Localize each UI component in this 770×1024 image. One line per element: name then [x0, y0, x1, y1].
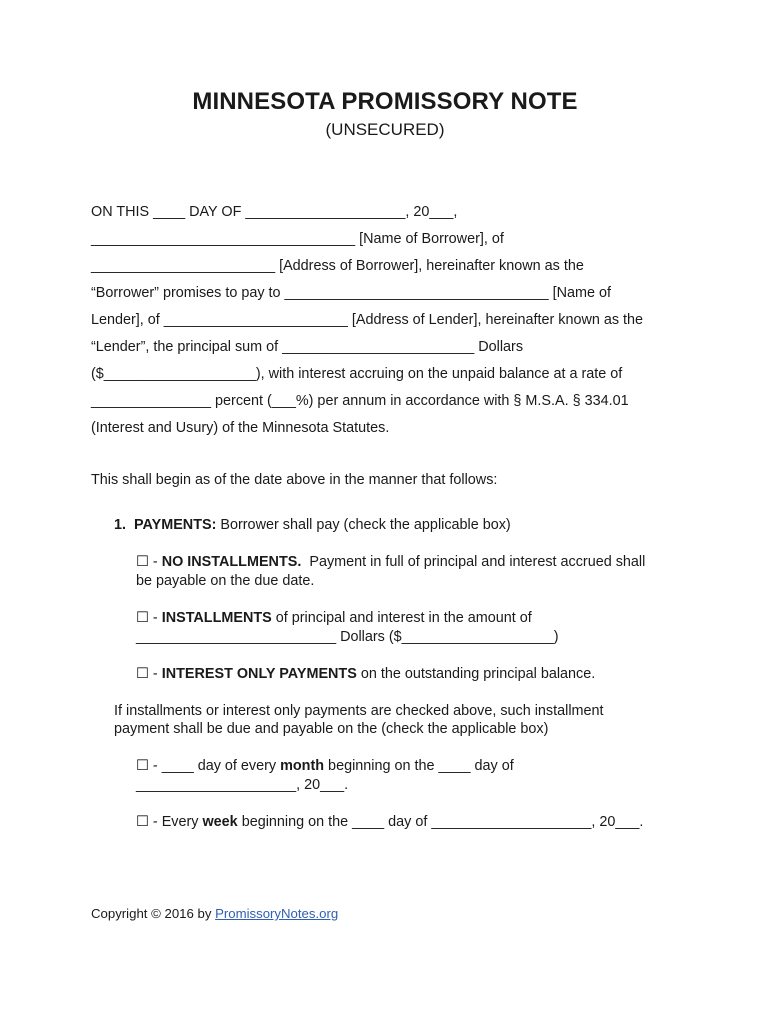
checkbox-icon[interactable]: ☐ -	[136, 554, 162, 570]
option-installments[interactable]: ☐ - INSTALLMENTS of principal and interest in the amount of	[136, 610, 532, 626]
option-interest-only[interactable]: ☐ - INTEREST ONLY PAYMENTS on the outstanding principal balance.	[136, 666, 596, 682]
section-text: Borrower shall pay (check the applicable box)	[216, 517, 511, 533]
begin-line: This shall begin as of the date above in the manner that follows:	[91, 472, 498, 488]
promissorynotes-link[interactable]: PromissoryNotes.org	[215, 906, 339, 921]
intro-line-8: _______________ percent (___%) per annum in accordance with § M.S.A. § 334.01	[91, 393, 629, 409]
schedule-intro-line-1: If installments or interest only payments are checked above, such installment	[114, 703, 604, 719]
intro-line-5: Lender], of _______________________ [Address of Lender], hereinafter known as the	[91, 312, 644, 328]
copyright-text: Copyright © 2016 by	[91, 906, 216, 921]
intro-line-2: _________________________________ [Name of Borrower], of	[91, 231, 504, 247]
section-payments-heading	[114, 517, 511, 533]
checkbox-icon[interactable]: ☐ -	[136, 610, 162, 626]
intro-line-7: ($___________________), with interest accruing on the unpaid balance at a rate of	[91, 366, 623, 382]
section-heading: PAYMENTS:	[134, 517, 217, 533]
intro-line-3: _______________________ [Address of Borrower], hereinafter known as the	[91, 258, 584, 274]
intro-line-6: “Lender”, the principal sum of ________________________ Dollars	[91, 339, 524, 355]
option-installments-line2: _________________________ Dollars ($___________________)	[136, 629, 559, 645]
intro-line-4: “Borrower” promises to pay to _________________________________ [Name of	[91, 285, 612, 301]
intro-line-1: ON THIS ____ DAY OF ____________________, 20___,	[91, 204, 458, 220]
copyright-footer	[91, 906, 338, 921]
intro-line-9: (Interest and Usury) of the Minnesota Statutes.	[91, 420, 390, 436]
checkbox-icon[interactable]: ☐ -	[136, 666, 162, 682]
option-no-installments-line2: be payable on the due date.	[136, 573, 315, 589]
option-month-line2: ____________________, 20___.	[136, 777, 349, 793]
option-no-installments[interactable]: ☐ - NO INSTALLMENTS. Payment in full of principal and interest accrued shall	[136, 554, 646, 570]
option-week[interactable]: ☐ - Every week beginning on the ____ day of ____________________, 20___.	[136, 814, 644, 830]
schedule-intro-line-2: payment shall be due and payable on the (check the applicable box)	[114, 721, 549, 737]
option-month[interactable]: ☐ - ____ day of every month beginning on the ____ day of	[136, 758, 514, 774]
document-subtitle: (UNSECURED)	[325, 120, 445, 139]
section-number: 1.	[114, 517, 127, 533]
document-title: MINNESOTA PROMISSORY NOTE	[192, 88, 578, 115]
